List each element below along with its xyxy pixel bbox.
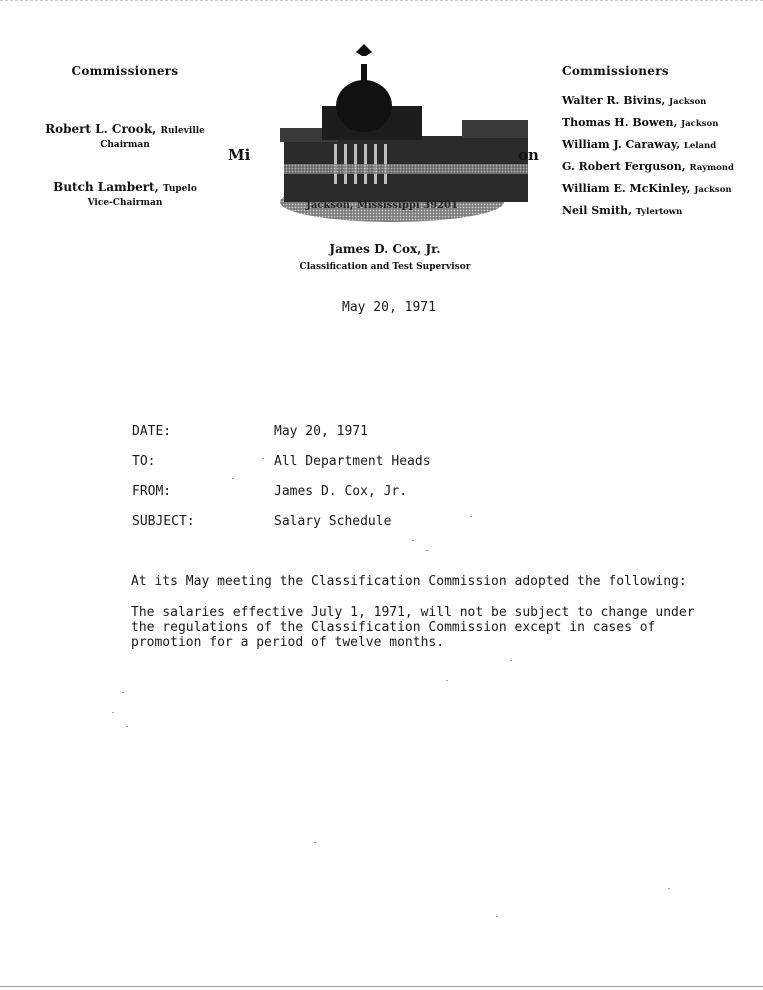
- officer-block: [230, 242, 540, 272]
- commissioner-town: Jackson: [669, 97, 707, 107]
- memo-from-label: FROM:: [132, 484, 172, 499]
- commissioner-entry: [562, 134, 752, 156]
- capitol-lantern: [361, 64, 367, 82]
- commissioner-town: Leland: [683, 141, 717, 151]
- commissioner-entry: [562, 200, 752, 222]
- commissioner-role: Vice-Chairman: [87, 198, 163, 208]
- memo-subject-value: Salary Schedule: [274, 514, 392, 529]
- left-commissioners-header: Commissioners: [71, 64, 179, 78]
- commissioner-name: William E. McKinley,: [562, 182, 691, 195]
- commissioner-vice-chairman: [40, 180, 210, 208]
- scan-speck: [126, 726, 128, 727]
- scan-speck: [262, 458, 264, 459]
- commissioner-name: Neil Smith,: [562, 204, 632, 217]
- body-paragraph: The salaries effective July 1, 1971, will not be subject to change under the regulations of the Classification Commission except in cases of promotion for a period of twelve months.: [131, 605, 695, 650]
- seal-title-band: [284, 164, 528, 174]
- officer-title: Classification and Test Supervisor: [299, 262, 471, 272]
- seal-title-fragment-right: on: [518, 146, 539, 164]
- scan-speck: [122, 692, 124, 693]
- commissioner-town: Tylertown: [635, 207, 683, 217]
- right-commissioners-header: Commissioners: [562, 64, 669, 78]
- scan-speck: [426, 550, 428, 551]
- commissioner-town: Raymond: [689, 163, 734, 173]
- commissioner-town: Jackson: [681, 119, 719, 129]
- scan-speck: [412, 540, 414, 541]
- commissioner-town: Jackson: [694, 185, 732, 195]
- scan-speck: [510, 660, 512, 661]
- scan-speck: [668, 888, 670, 889]
- right-commissioners: [562, 64, 752, 222]
- memo-date-label: DATE:: [132, 424, 172, 439]
- scan-speck: [232, 478, 234, 479]
- scan-speck: [446, 680, 448, 681]
- commissioner-name: Robert L. Crook,: [45, 122, 157, 136]
- capitol-dome: [336, 80, 392, 132]
- seal-title-fragment-left: Mi: [228, 146, 251, 164]
- commissioner-name: William J. Caraway,: [562, 138, 681, 151]
- left-commissioners: [40, 64, 210, 238]
- letter-date: May 20, 1971: [342, 300, 436, 315]
- memo-date-value: May 20, 1971: [274, 424, 368, 439]
- commissioner-name: Butch Lambert,: [53, 180, 159, 194]
- seal-city: Jackson, Mississippi 39201: [306, 200, 458, 211]
- officer-name: James D. Cox, Jr.: [329, 242, 441, 256]
- memo-from-value: James D. Cox, Jr.: [274, 484, 408, 499]
- commissioner-town: Tupelo: [162, 184, 197, 194]
- scan-speck: [470, 516, 472, 517]
- body-paragraph: At its May meeting the Classification Commission adopted the following:: [131, 574, 687, 589]
- commissioner-entry: [562, 112, 752, 134]
- scan-top-edge: [0, 0, 763, 2]
- memo-to-value: All Department Heads: [274, 454, 431, 469]
- scan-speck: [112, 712, 114, 713]
- capitol-seal: [222, 44, 542, 224]
- commissioner-entry: [562, 156, 752, 178]
- commissioner-entry: [562, 178, 752, 200]
- commissioner-role: Chairman: [100, 140, 150, 150]
- scan-speck: [496, 916, 498, 917]
- scan-bottom-edge: [0, 986, 763, 987]
- memo-subject-label: SUBJECT:: [132, 514, 195, 529]
- capitol-eagle-icon: [356, 44, 372, 56]
- commissioner-name: Walter R. Bivins,: [562, 94, 666, 107]
- commissioner-name: Thomas H. Bowen,: [562, 116, 678, 129]
- capitol-right-wing: [462, 120, 528, 138]
- commissioner-name: G. Robert Ferguson,: [562, 160, 686, 173]
- scan-speck: [314, 842, 316, 843]
- commissioner-chairman: [40, 122, 210, 150]
- commissioner-town: Ruleville: [160, 126, 205, 136]
- commissioner-entry: [562, 90, 752, 112]
- memo-to-label: TO:: [132, 454, 156, 469]
